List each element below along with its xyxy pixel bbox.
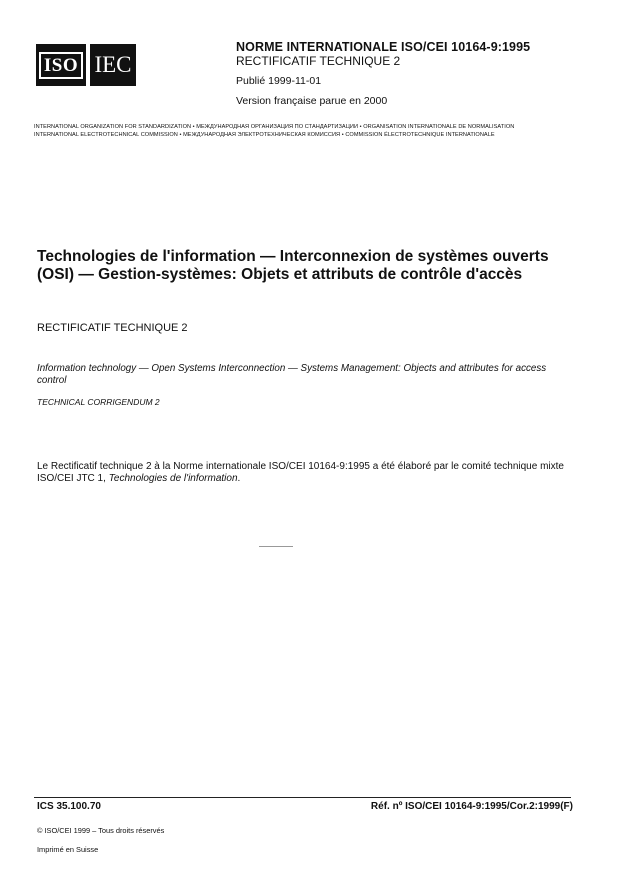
body-text-prefix: Le Rectificatif technique 2 à la Norme internationale ISO/CEI 10164-9:1995 a été élaboré par le comité technique mixte ISO/CEI JTC 1, [37,461,564,484]
document-subtitle-en: TECHNICAL CORRIGENDUM 2 [37,397,160,407]
body-paragraph [37,461,582,485]
document-title-en: Information technology — Open Systems Interconnection — Systems Management: Objects and attributes for access control [37,363,547,386]
printed-notice: Imprimé en Suisse [37,845,99,854]
iec-logo [90,44,136,86]
separator-rule [259,546,293,547]
organizations-line-1: INTERNATIONAL ORGANIZATION FOR STANDARDIZATION • МЕЖДУНАРОДНАЯ ОРГАНИЗАЦИЯ ПО СТАНДАРТИЗАЦИИ • ORGANISATION INTERNATIONALE DE NORMALISATION [34,124,515,130]
iec-logo-text: IEC [94,52,132,77]
document-subtitle-fr: RECTIFICATIF TECHNIQUE 2 [37,322,188,334]
standard-number: NORME INTERNATIONALE ISO/CEI 10164-9:1995 [236,40,531,54]
organizations-line-2: INTERNATIONAL ELECTROTECHNICAL COMMISSION • МЕЖДУНАРОДНАЯ ЭЛЕКТРОТЕХНИЧЕСКАЯ КОМИССИЯ • COMMISSION ÉLECTROTECHNIQUE INTERNATIONALE [34,132,495,138]
version-note: Version française parue en 2000 [236,95,388,107]
iso-logo-text: ISO [39,52,83,79]
iso-logo [36,44,86,86]
body-text-suffix: . [237,473,241,484]
corrigendum-label: RECTIFICATIF TECHNIQUE 2 [236,54,401,68]
footer-rule [34,797,571,798]
ics-code: ICS 35.100.70 [37,801,101,812]
reference-number: Réf. nº ISO/CEI 10164-9:1995/Cor.2:1999(F) [370,801,573,812]
copyright-notice: © ISO/CEI 1999 – Tous droits réservés [37,826,165,835]
body-text-italic: Technologies de l'information [108,473,238,484]
publication-date: Publié 1999-11-01 [236,75,322,87]
document-title-fr: Technologies de l'information — Interconnexion de systèmes ouverts (OSI) — Gestion-systèmes: Objets et attributs de contrôle d'accès [37,248,549,283]
